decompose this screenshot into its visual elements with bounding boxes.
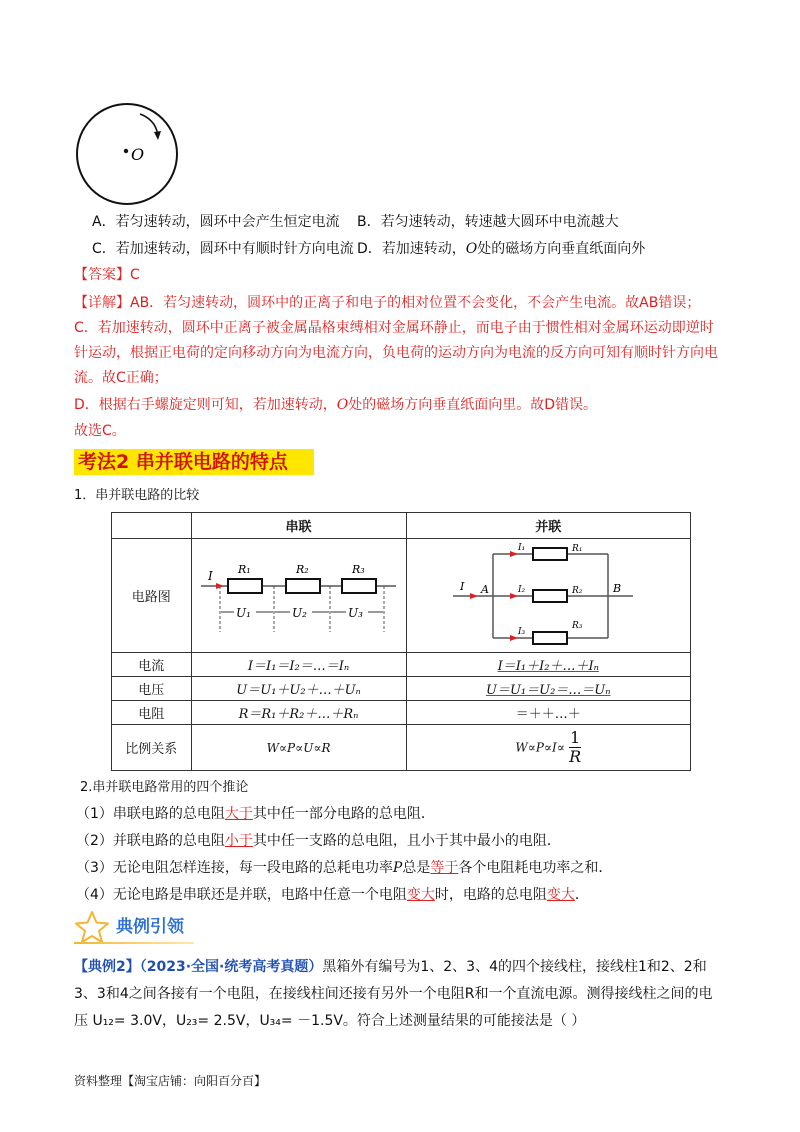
option-c: C．若加速转动，圆环中有顺时针方向电流	[92, 241, 354, 257]
banner-title: 典例引领	[116, 917, 184, 937]
inference-1: （1）串联电路的总电阻大于其中任一部分电路的总电阻．	[76, 806, 435, 822]
svg-text:A: A	[481, 582, 490, 596]
star-icon	[74, 910, 110, 944]
ring-circle	[77, 104, 177, 204]
inference-2: （2）并联电路的总电阻小于其中任一支路的总电阻，且小于其中最小的电阻．	[76, 833, 561, 849]
series-voltage: U＝U₁＋U₂＋…＋Uₙ	[191, 677, 406, 701]
row-label-ratio: 比例关系	[112, 725, 192, 771]
series-current-label: I	[208, 568, 213, 583]
header-parallel: 并联	[406, 513, 690, 539]
rotating-ring-figure	[70, 100, 190, 210]
row-label-voltage: 电压	[112, 677, 192, 701]
answer-line: 【答案】C	[74, 267, 140, 283]
option-b: B．若匀速转动，转速越大圆环中电流越大	[357, 214, 619, 230]
section-title: 考法2 串并联电路的特点	[78, 451, 288, 473]
row-label-resistance: 电阻	[112, 701, 192, 725]
example-line-3: 压 U₁₂= 3.0V，U₂₃= 2.5V，U₃₄= －1.5V。符合上述测量结果的可能接法是（ ）	[74, 1013, 586, 1029]
resistor-p1	[533, 548, 567, 560]
item-1-title: 1．串并联电路的比较	[74, 488, 200, 503]
row-label-circuit: 电路图	[112, 539, 192, 653]
svg-text:R₁: R₁	[572, 543, 583, 554]
row-label-current: 电流	[112, 653, 192, 677]
item-2-title: 2.串并联电路常用的四个推论	[80, 780, 249, 795]
svg-text:I₂: I₂	[518, 584, 526, 595]
parallel-ratio: W∝P∝I∝ $\frac{1}{R}$	[406, 725, 690, 771]
option-d: D．若加速转动，O处的磁场方向垂直纸面向外	[357, 241, 646, 257]
svg-text:I: I	[460, 579, 465, 593]
resistor-r3	[342, 579, 376, 593]
detail-line-2: C．若加速转动，圆环中正离子被金属晶格束缚相对金属环静止，而电子由于惯性相对金属环运动即逆时	[74, 320, 714, 336]
svg-text:I₁: I₁	[518, 542, 526, 553]
detail-line-4: 流。故C正确；	[74, 370, 168, 386]
center-label: O	[131, 145, 145, 164]
svg-text:R₃: R₃	[572, 620, 583, 631]
detail-line-1: 【详解】AB．若匀速转动，圆环中的正离子和电子的相对位置不会变化，不会产生电流。故AB错误；	[74, 295, 701, 311]
detail-line-3: 针运动，根据正电荷的定向移动方向为电流方向，负电荷的运动方向为电流的反方向可知有顺时针方向电	[74, 345, 718, 361]
parallel-circuit-diagram	[448, 542, 648, 650]
parallel-current: I＝I₁＋I₂＋…＋Iₙ	[406, 653, 690, 677]
parallel-voltage: U＝U₁＝U₂＝…＝Uₙ	[406, 677, 690, 701]
resistor-p2	[533, 590, 567, 602]
parallel-resistance: ＝＋＋…＋	[406, 701, 690, 725]
svg-text:R₂: R₂	[296, 562, 309, 576]
inference-4: （4）无论电路是串联还是并联，电路中任意一个电阻变大时，电路的总电阻变大．	[76, 887, 589, 903]
header-series: 串联	[191, 513, 406, 539]
parallel-circuit-cell	[406, 539, 690, 653]
svg-text:B: B	[613, 581, 622, 595]
example-line-1: 【典例2】（2023·全国·统考高考真题）黑箱外有编号为1、2、3、4的四个接线柱，接线柱1和2、2和	[74, 959, 707, 975]
detail-line-5: D．根据右手螺旋定则可知，若加速转动，O处的磁场方向垂直纸面向里。故D错误。	[74, 397, 598, 413]
resistor-r2	[286, 579, 320, 593]
series-ratio: W∝P∝U∝R	[191, 725, 406, 771]
svg-text:U₃: U₃	[348, 605, 363, 620]
table-header-empty	[112, 513, 192, 539]
series-parallel-table	[111, 512, 691, 771]
series-circuit-diagram	[196, 546, 401, 646]
banner-underline	[74, 942, 194, 944]
series-circuit-cell	[191, 539, 406, 653]
detail-line-6: 故选C。	[74, 423, 126, 439]
resistor-r1	[228, 579, 262, 593]
option-a: A．若匀速转动，圆环中会产生恒定电流	[92, 214, 340, 230]
svg-text:U₁: U₁	[236, 605, 251, 620]
inference-3: （3）无论电阻怎样连接，每一段电路的总耗电功率P总是等于各个电阻耗电功率之和．	[76, 860, 613, 876]
footer-text: 资料整理【淘宝店铺：向阳百分百】	[74, 1074, 267, 1088]
example-line-2: 3、3和4之间各接有一个电阻，在接线柱间还接有另外一个电阻R和一个直流电源。测得接线柱之间的电	[74, 986, 713, 1002]
svg-text:R₂: R₂	[572, 585, 583, 596]
center-dot	[124, 149, 128, 153]
series-current: I＝I₁＝I₂＝…＝Iₙ	[191, 653, 406, 677]
resistor-p3	[533, 632, 567, 644]
series-resistance: R＝R₁＋R₂＋…＋Rₙ	[191, 701, 406, 725]
svg-text:R₃: R₃	[352, 562, 365, 576]
svg-text:I₃: I₃	[518, 626, 526, 637]
svg-text:U₂: U₂	[292, 605, 307, 620]
svg-text:R₁: R₁	[238, 562, 251, 576]
